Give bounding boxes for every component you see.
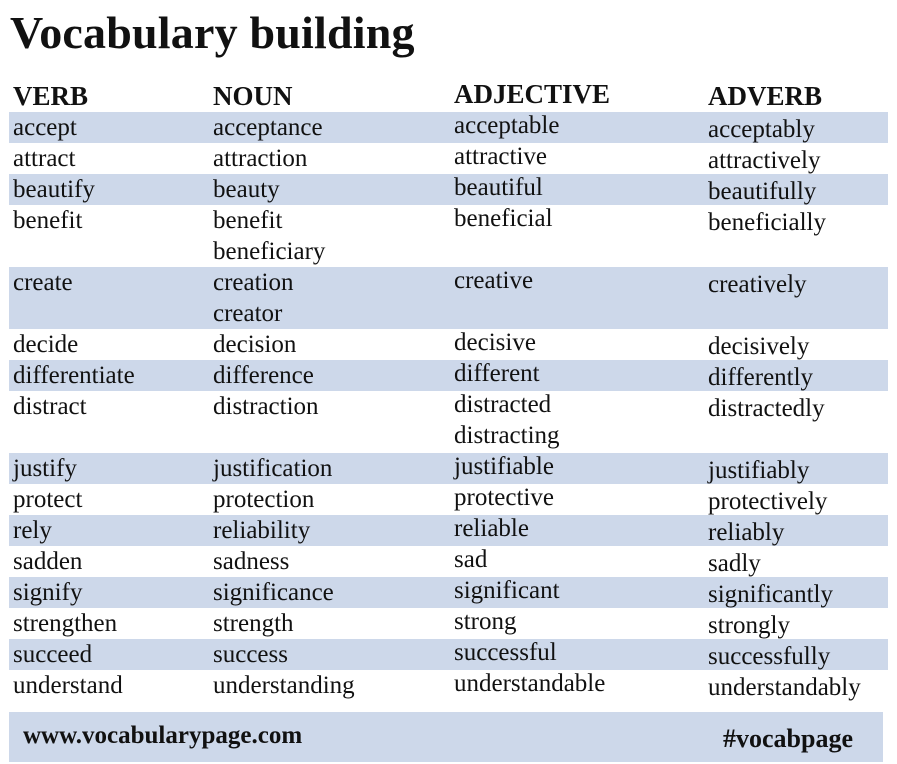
adjective-cell xyxy=(454,172,543,203)
noun-cell xyxy=(213,639,288,670)
adverb-cell: understandably xyxy=(708,674,861,701)
adverb-cell: beautifully xyxy=(708,178,817,205)
header-adverb: ADVERB xyxy=(708,81,823,111)
header-verb: VERB xyxy=(13,81,89,111)
noun-word: decision xyxy=(213,331,297,358)
footer-bar xyxy=(9,712,883,762)
verb-cell: rely xyxy=(13,517,52,544)
adjective-word: distracted xyxy=(454,391,552,418)
verb-cell: beautify xyxy=(13,176,95,203)
adjective-cell xyxy=(454,265,533,296)
table-row xyxy=(9,205,888,267)
table-row xyxy=(9,484,888,515)
noun-word: acceptance xyxy=(213,114,323,141)
verb-cell: protect xyxy=(13,486,83,513)
header-noun: NOUN xyxy=(213,81,293,111)
header-adjective: ADJECTIVE xyxy=(454,79,611,109)
adjective-word: protective xyxy=(454,484,554,511)
verb-cell: succeed xyxy=(13,641,93,668)
noun-cell xyxy=(213,112,323,143)
table-row xyxy=(9,391,888,453)
table-row xyxy=(9,608,888,639)
adverb-cell: differently xyxy=(708,364,814,391)
verb-cell: benefit xyxy=(13,207,83,234)
footer-hashtag: #vocabpage xyxy=(723,724,853,753)
adjective-cell xyxy=(454,513,529,544)
noun-cell xyxy=(213,453,332,484)
noun-word: understanding xyxy=(213,672,355,699)
noun-cell xyxy=(213,143,307,174)
adjective-word: strong xyxy=(454,608,517,635)
noun-cell xyxy=(213,546,289,577)
verb-cell: create xyxy=(13,269,73,296)
verb-cell: signify xyxy=(13,579,83,606)
adjective-word: creative xyxy=(454,267,534,294)
adjective-cell xyxy=(454,544,487,575)
adjective-cell xyxy=(454,606,517,637)
adjective-word: beautiful xyxy=(454,174,543,201)
table-row xyxy=(9,112,888,143)
adjective-word: reliable xyxy=(454,515,529,542)
noun-word: sadness xyxy=(213,548,290,575)
verb-cell: differentiate xyxy=(13,362,135,389)
noun-word: beneficiary xyxy=(213,238,326,265)
adjective-cell xyxy=(454,482,554,513)
adverb-cell: distractedly xyxy=(708,395,825,422)
adverb-cell: reliably xyxy=(708,519,785,546)
noun-word: difference xyxy=(213,362,314,389)
vocabulary-table xyxy=(9,80,888,701)
adverb-cell: creatively xyxy=(708,271,807,298)
noun-word: attraction xyxy=(213,145,308,172)
table-row xyxy=(9,515,888,546)
noun-word: creator xyxy=(213,300,283,327)
adjective-cell xyxy=(454,327,536,358)
noun-word: benefit xyxy=(213,207,283,234)
table-body xyxy=(9,112,888,701)
adverb-cell: attractively xyxy=(708,147,821,174)
adverb-cell: significantly xyxy=(708,581,833,608)
table-row xyxy=(9,577,888,608)
table-row xyxy=(9,360,888,391)
verb-cell: distract xyxy=(13,393,87,420)
adjective-word: distracting xyxy=(454,422,560,449)
noun-cell xyxy=(213,608,294,639)
noun-word: success xyxy=(213,641,288,668)
adjective-word: decisive xyxy=(454,329,536,356)
table-row xyxy=(9,143,888,174)
adjective-word: beneficial xyxy=(454,205,553,232)
table-row xyxy=(9,546,888,577)
table-row xyxy=(9,267,888,329)
adjective-cell xyxy=(454,575,560,606)
verb-cell: attract xyxy=(13,145,76,172)
verb-cell: strengthen xyxy=(13,610,118,637)
table-row xyxy=(9,670,888,701)
noun-cell xyxy=(213,205,325,267)
adjective-cell xyxy=(454,141,547,172)
noun-cell xyxy=(213,360,314,391)
table-row xyxy=(9,174,888,205)
adjective-cell xyxy=(454,389,560,451)
adjective-word: acceptable xyxy=(454,112,560,139)
adverb-cell: sadly xyxy=(708,550,761,577)
page-title: Vocabulary building xyxy=(10,7,415,58)
footer-url: www.vocabularypage.com xyxy=(23,722,303,749)
noun-cell xyxy=(213,577,334,608)
adverb-cell: acceptably xyxy=(708,116,815,143)
table-header xyxy=(9,80,888,112)
table-row xyxy=(9,329,888,360)
noun-cell xyxy=(213,329,296,360)
adjective-word: understandable xyxy=(454,670,606,697)
noun-word: strength xyxy=(213,610,294,637)
adjective-word: sad xyxy=(454,546,488,573)
adjective-word: different xyxy=(454,360,540,387)
adjective-cell xyxy=(454,637,557,668)
adjective-word: successful xyxy=(454,639,557,666)
adjective-cell xyxy=(454,358,540,389)
verb-cell: sadden xyxy=(13,548,83,575)
adjective-cell xyxy=(454,110,559,141)
noun-cell xyxy=(213,174,280,205)
noun-word: protection xyxy=(213,486,315,513)
adjective-cell xyxy=(454,451,554,482)
noun-cell xyxy=(213,670,355,701)
table-row xyxy=(9,639,888,670)
verb-cell: accept xyxy=(13,114,77,141)
noun-cell xyxy=(213,515,310,546)
table-row xyxy=(9,453,888,484)
adverb-cell: justifiably xyxy=(708,457,810,484)
noun-word: beauty xyxy=(213,176,280,203)
noun-word: significance xyxy=(213,579,334,606)
adverb-cell: decisively xyxy=(708,333,810,360)
adjective-cell xyxy=(454,668,605,699)
adjective-word: justifiable xyxy=(454,453,554,480)
verb-cell: decide xyxy=(13,331,79,358)
noun-word: justification xyxy=(213,455,333,482)
adverb-cell: protectively xyxy=(708,488,828,515)
noun-cell xyxy=(213,391,319,422)
verb-cell: understand xyxy=(13,672,123,699)
adverb-cell: beneficially xyxy=(708,209,826,236)
noun-word: creation xyxy=(213,269,294,296)
noun-word: reliability xyxy=(213,517,311,544)
verb-cell: justify xyxy=(13,455,77,482)
adverb-cell: successfully xyxy=(708,643,831,670)
adjective-word: significant xyxy=(454,577,560,604)
adjective-cell xyxy=(454,203,553,234)
adjective-word: attractive xyxy=(454,143,547,170)
adverb-cell: strongly xyxy=(708,612,790,639)
noun-cell xyxy=(213,267,294,329)
noun-cell xyxy=(213,484,314,515)
noun-word: distraction xyxy=(213,393,319,420)
